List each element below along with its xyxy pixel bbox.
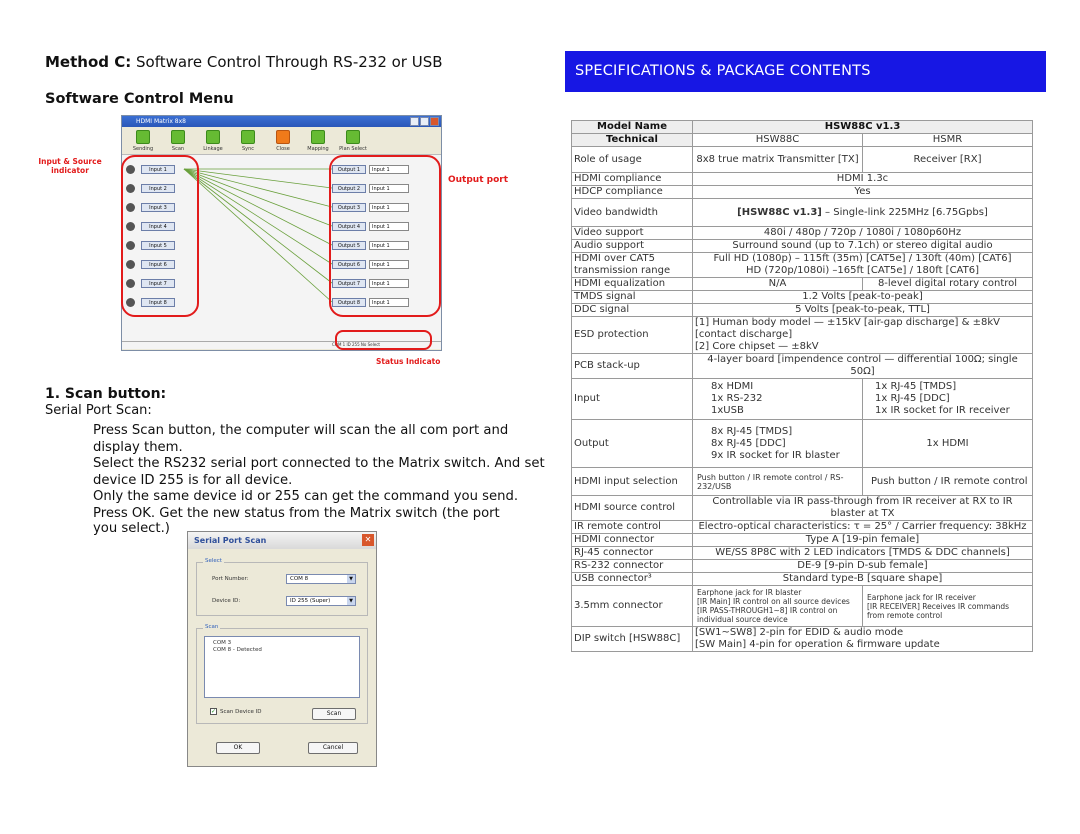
scan-group: Scan bbox=[196, 628, 368, 724]
table-row bbox=[572, 173, 1033, 186]
cell: [HSW88C v1.3] – Single-link 225MHz [6.75Gpbs] bbox=[693, 199, 1033, 227]
table-row bbox=[572, 186, 1033, 199]
row-label: HDMI connector bbox=[572, 534, 693, 547]
cell: [1] Human body model — ±15kV [air-gap discharge] & ±8kV [contact discharge] [2] Core chipset — ±8kV bbox=[693, 317, 1033, 354]
table-row bbox=[572, 560, 1033, 573]
screenshot-toolbar bbox=[122, 127, 441, 155]
output-port-label: Output port bbox=[448, 175, 509, 185]
input-row-8: Input 8 bbox=[126, 298, 175, 307]
column-hsmr: HSMR bbox=[863, 134, 1033, 147]
scan-button-heading: 1. Scan button: bbox=[45, 386, 167, 402]
serial-port-scan-label: Serial Port Scan: bbox=[45, 403, 152, 418]
screenshot-statusbar: COM 1 ID 255 No Select bbox=[122, 341, 441, 349]
cell: Full HD (1080p) – 115ft (35m) [CAT5e] / 130ft (40m) [CAT6] HD (720p/1080i) –165ft [CAT5e] / 180ft [CAT6] bbox=[693, 253, 1033, 278]
tool-mapping: Mapping bbox=[303, 130, 333, 151]
port-number-select[interactable]: COM 8 ▼ bbox=[286, 574, 356, 584]
cell: Receiver [RX] bbox=[863, 147, 1033, 173]
row-label: TMDS signal bbox=[572, 291, 693, 304]
table-row bbox=[572, 468, 1033, 496]
row-label: Audio support bbox=[572, 240, 693, 253]
tool-scan: Scan bbox=[163, 130, 193, 151]
row-label: HDMI equalization bbox=[572, 278, 693, 291]
cell: Earphone jack for IR blaster [IR Main] IR control on all source devices [IR PASS-THROUGH1~8] IR control on individual source device bbox=[693, 586, 863, 627]
cell: 8x8 true matrix Transmitter [TX] bbox=[693, 147, 863, 173]
cell: WE/SS 8P8C with 2 LED indicators [TMDS & DDC channels] bbox=[693, 547, 1033, 560]
technical-label: Technical bbox=[572, 134, 693, 147]
tool-sending: Sending bbox=[128, 130, 158, 151]
dialog-title: Serial Port Scan ✕ bbox=[188, 532, 376, 549]
output-row-3: Output 3 Input 1 bbox=[332, 203, 409, 212]
input-source-indicator-label: Input & Source indicator bbox=[38, 157, 102, 175]
row-label: USB connector³ bbox=[572, 573, 693, 586]
cell: N/A bbox=[693, 278, 863, 291]
instruction-4: Press OK. Get the new status from the Matrix switch (the port bbox=[93, 505, 500, 521]
software-control-menu-title: Software Control Menu bbox=[45, 91, 234, 107]
cell: 1x RJ-45 [TMDS] 1x RJ-45 [DDC] 1x IR socket for IR receiver bbox=[863, 379, 1033, 420]
output-row-7: Output 7 Input 1 bbox=[332, 279, 409, 288]
table-row bbox=[572, 586, 1033, 627]
row-label: 3.5mm connector bbox=[572, 586, 693, 627]
cell: 1x HDMI bbox=[863, 420, 1033, 468]
cell: HDMI 1.3c bbox=[693, 173, 1033, 186]
tool-sync: Sync bbox=[233, 130, 263, 151]
cell: Electro-optical characteristics: τ = 25° / Carrier frequency: 38kHz bbox=[693, 521, 1033, 534]
window-controls bbox=[410, 117, 439, 126]
output-row-2: Output 2 Input 1 bbox=[332, 184, 409, 193]
output-row-5: Output 5 Input 1 bbox=[332, 241, 409, 250]
cell: Type A [19-pin female] bbox=[693, 534, 1033, 547]
row-label: HDMI over CAT5 transmission range bbox=[572, 253, 693, 278]
port-number-label: Port Number: bbox=[212, 576, 249, 582]
row-label: Video support bbox=[572, 227, 693, 240]
column-hsw88c: HSW88C bbox=[693, 134, 863, 147]
scan-device-id-checkbox[interactable]: ✓ Scan Device ID bbox=[211, 708, 262, 715]
input-row-2: Input 2 bbox=[126, 184, 175, 193]
scan-result-list[interactable] bbox=[204, 636, 360, 698]
table-row bbox=[572, 420, 1033, 468]
table-row bbox=[572, 253, 1033, 278]
cell: 5 Volts [peak-to-peak, TTL] bbox=[693, 304, 1033, 317]
table-row bbox=[572, 134, 1033, 147]
cell: Push button / IR remote control / RS-232/USB bbox=[693, 468, 863, 496]
input-row-6: Input 6 bbox=[126, 260, 175, 269]
table-row bbox=[572, 627, 1033, 652]
model-name-value: HSW88C v1.3 bbox=[693, 121, 1033, 134]
ok-button[interactable]: OK bbox=[216, 742, 260, 754]
row-label: PCB stack-up bbox=[572, 354, 693, 379]
row-label: HDMI source control bbox=[572, 496, 693, 521]
table-row bbox=[572, 291, 1033, 304]
output-row-6: Output 6 Input 1 bbox=[332, 260, 409, 269]
scan-instructions bbox=[93, 423, 553, 522]
row-label: IR remote control bbox=[572, 521, 693, 534]
chevron-down-icon: ▼ bbox=[347, 575, 355, 583]
table-row bbox=[572, 496, 1033, 521]
check-icon: ✓ bbox=[211, 708, 217, 715]
table-row bbox=[572, 227, 1033, 240]
tool-plan-select: Plan Select bbox=[338, 130, 368, 151]
table-row bbox=[572, 199, 1033, 227]
output-row-8: Output 8 Input 1 bbox=[332, 298, 409, 307]
table-row bbox=[572, 121, 1033, 134]
row-label: DDC signal bbox=[572, 304, 693, 317]
row-label: Role of usage bbox=[572, 147, 693, 173]
cell: DE-9 [9-pin D-sub female] bbox=[693, 560, 1033, 573]
cell: 4-layer board [impendence control — differential 100Ω; single 50Ω] bbox=[693, 354, 1033, 379]
cell: 1.2 Volts [peak-to-peak] bbox=[693, 291, 1033, 304]
cell: Surround sound (up to 7.1ch) or stereo digital audio bbox=[693, 240, 1033, 253]
input-row-4: Input 4 bbox=[126, 222, 175, 231]
tool-linkage: Linkage bbox=[198, 130, 228, 151]
list-item[interactable]: COM 8 - Detected bbox=[213, 647, 262, 653]
chevron-down-icon: ▼ bbox=[347, 597, 355, 605]
cell: Push button / IR remote control bbox=[863, 468, 1033, 496]
output-row-1: Output 1 Input 1 bbox=[332, 165, 409, 174]
cell: Yes bbox=[693, 186, 1033, 199]
cell: 8x HDMI 1x RS-232 1xUSB bbox=[693, 379, 863, 420]
row-label: DIP switch [HSW88C] bbox=[572, 627, 693, 652]
table-row bbox=[572, 379, 1033, 420]
table-row bbox=[572, 317, 1033, 354]
row-label: HDCP compliance bbox=[572, 186, 693, 199]
row-label: HDMI input selection bbox=[572, 468, 693, 496]
screenshot-titlebar: HDMI Matrix 8x8 bbox=[122, 116, 441, 127]
device-id-select[interactable]: ID 255 (Super) ▼ bbox=[286, 596, 356, 606]
cell: 480i / 480p / 720p / 1080i / 1080p60Hz bbox=[693, 227, 1033, 240]
cell: Standard type-B [square shape] bbox=[693, 573, 1033, 586]
serial-port-scan-dialog bbox=[187, 531, 377, 767]
model-name-label: Model Name bbox=[572, 121, 693, 134]
row-label: Output bbox=[572, 420, 693, 468]
table-row bbox=[572, 534, 1033, 547]
cell: [SW1~SW8] 2-pin for EDID & audio mode [SW Main] 4-pin for operation & firmware update bbox=[693, 627, 1033, 652]
status-indicator-label: Status Indicato bbox=[376, 357, 441, 366]
close-icon[interactable]: ✕ bbox=[362, 534, 374, 546]
specifications-banner: SPECIFICATIONS & PACKAGE CONTENTS bbox=[565, 51, 1046, 92]
input-row-7: Input 7 bbox=[126, 279, 175, 288]
table-row bbox=[572, 304, 1033, 317]
output-highlight-ring bbox=[329, 155, 441, 317]
cell: Earphone jack for IR receiver [IR RECEIVER] Receives IR commands from remote control bbox=[863, 586, 1033, 627]
tool-close: Close bbox=[268, 130, 298, 151]
row-label: Input bbox=[572, 379, 693, 420]
table-row bbox=[572, 354, 1033, 379]
select-group: Select bbox=[196, 562, 368, 616]
table-row bbox=[572, 278, 1033, 291]
row-label: Video bandwidth bbox=[572, 199, 693, 227]
cell: 8-level digital rotary control bbox=[863, 278, 1033, 291]
cancel-button[interactable]: Cancel bbox=[308, 742, 358, 754]
table-row bbox=[572, 547, 1033, 560]
table-row bbox=[572, 573, 1033, 586]
specifications-table bbox=[571, 120, 1033, 652]
input-row-5: Input 5 bbox=[126, 241, 175, 250]
scan-button[interactable]: Scan bbox=[312, 708, 356, 720]
device-id-label: Device ID: bbox=[212, 598, 241, 604]
row-label: ESD protection bbox=[572, 317, 693, 354]
row-label: RS-232 connector bbox=[572, 560, 693, 573]
row-label: RJ-45 connector bbox=[572, 547, 693, 560]
input-row-1: Input 1 bbox=[126, 165, 175, 174]
you-select-text: you select.) bbox=[93, 521, 170, 536]
list-item[interactable]: COM 3 bbox=[213, 640, 232, 646]
table-row bbox=[572, 147, 1033, 173]
status-highlight-ring bbox=[335, 330, 432, 350]
cell: Controllable via IR pass-through from IR receiver at RX to IR blaster at TX bbox=[693, 496, 1033, 521]
instruction-1: Press Scan button, the computer will scan the all com port and display them. bbox=[93, 423, 509, 455]
table-row bbox=[572, 240, 1033, 253]
table-row bbox=[572, 521, 1033, 534]
method-heading: Method C: Software Control Through RS-232 or USB bbox=[45, 53, 443, 71]
output-row-4: Output 4 Input 1 bbox=[332, 222, 409, 231]
instruction-3: Only the same device id or 255 can get the command you send. bbox=[93, 489, 519, 504]
instruction-2: Select the RS232 serial port connected to the Matrix switch. And set device ID 255 is for all device. bbox=[93, 456, 545, 488]
row-label: HDMI compliance bbox=[572, 173, 693, 186]
input-row-3: Input 3 bbox=[126, 203, 175, 212]
cell: 8x RJ-45 [TMDS] 8x RJ-45 [DDC] 9x IR socket for IR blaster bbox=[693, 420, 863, 468]
input-highlight-ring bbox=[121, 155, 199, 317]
